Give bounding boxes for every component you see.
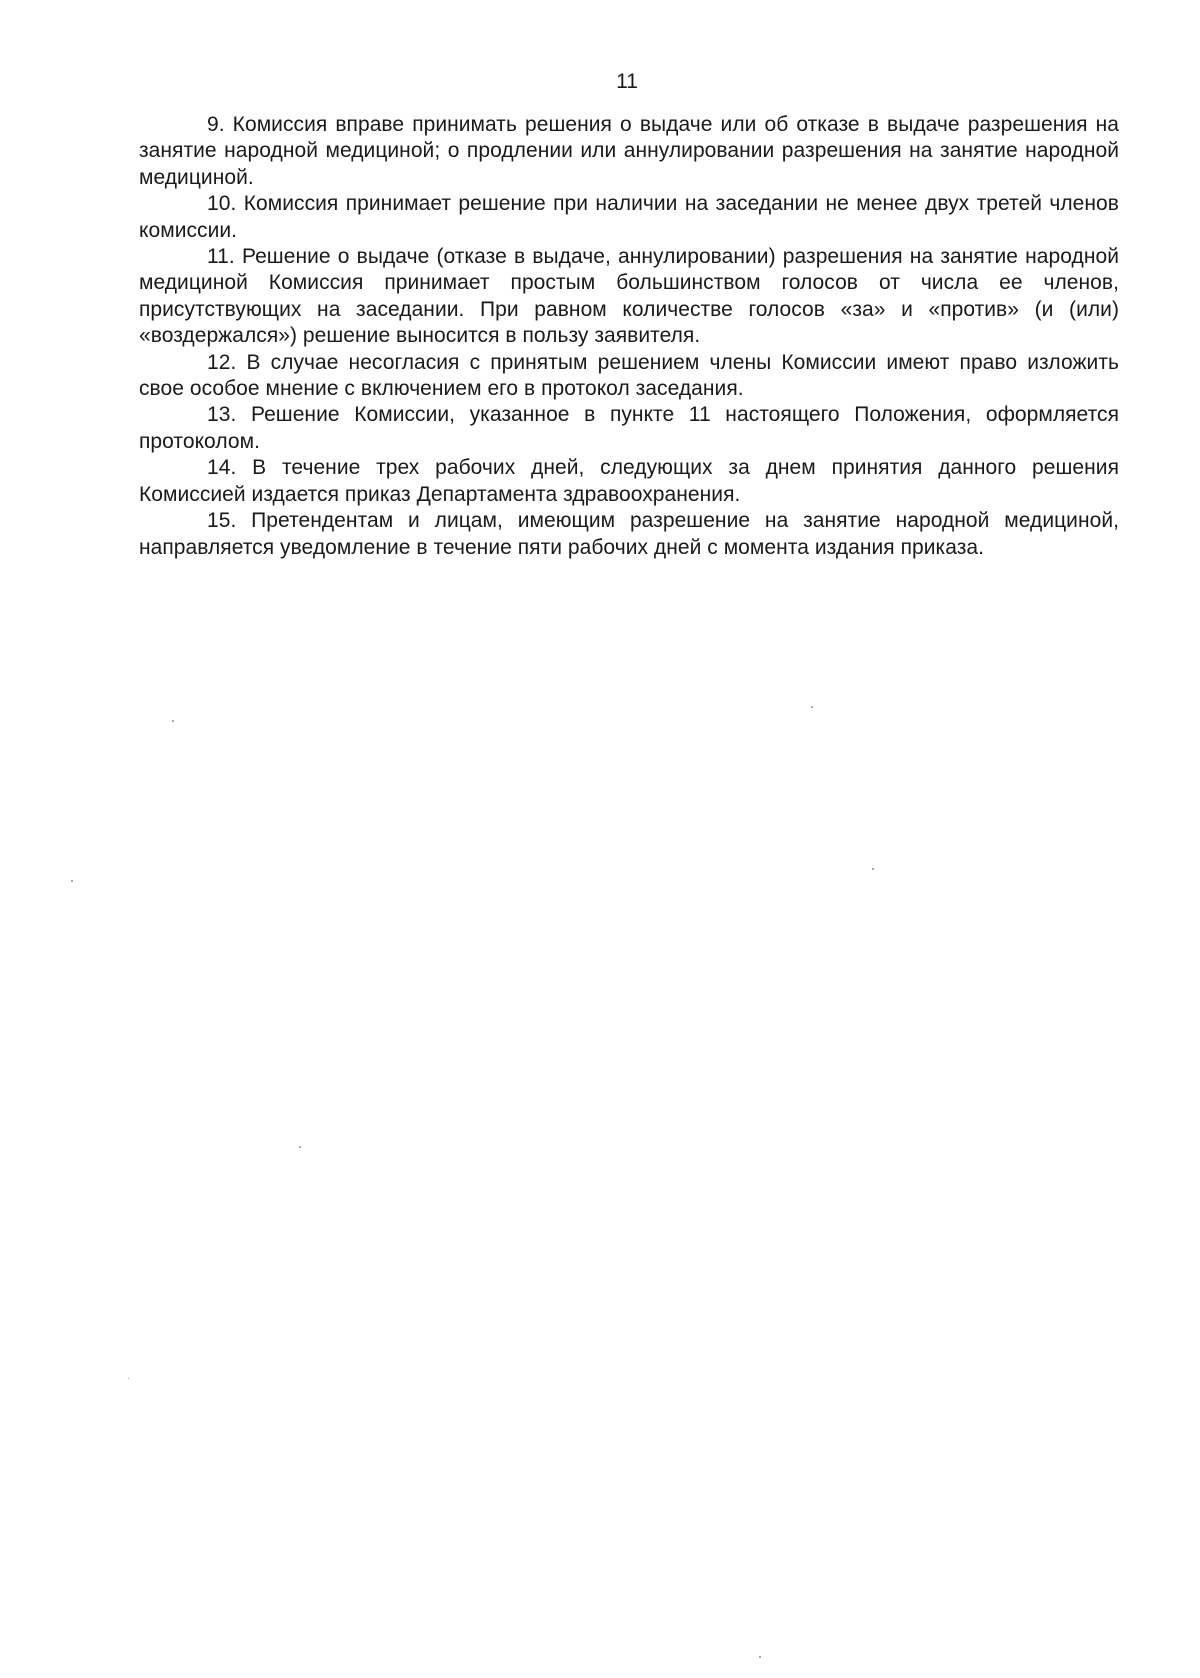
- clause-14: 14. В течение трех рабочих дней, следующих за днем принятия данного решения Комиссией издается приказ Департамента здравоохранения.: [139, 456, 1119, 506]
- scan-speck: [759, 1656, 761, 1658]
- scan-speck: [872, 868, 874, 870]
- scan-speck: [128, 1378, 129, 1379]
- scan-speck: [71, 880, 73, 882]
- scan-speck: [811, 706, 813, 708]
- clause-15: 15. Претендентам и лицам, имеющим разрешение на занятие народной медициной, направляется уведомление в течение пяти рабочих дней с момента издания приказа.: [139, 509, 1119, 559]
- document-body: [139, 112, 1119, 561]
- clause-11: 11. Решение о выдаче (отказе в выдаче, аннулировании) разрешения на занятие народной медициной Комиссия принимает простым большинством голосов от числа ее членов, присутствующих на заседании. При равном количестве голосов «за» и «против» (и (или) «воздержался») решение выносится в пользу заявителя.: [139, 245, 1119, 348]
- clause-10: 10. Комиссия принимает решение при наличии на заседании не менее двух третей членов комиссии.: [139, 192, 1119, 242]
- scan-speck: [299, 1146, 301, 1148]
- page-number: 11: [616, 70, 638, 93]
- scan-speck: [172, 720, 174, 722]
- clause-13: 13. Решение Комиссии, указанное в пункте 11 настоящего Положения, оформляется протоколом.: [139, 403, 1119, 453]
- clause-12: 12. В случае несогласия с принятым решением члены Комиссии имеют право изложить свое особое мнение с включением его в протокол заседания.: [139, 350, 1119, 401]
- clause-9: 9. Комиссия вправе принимать решения о выдаче или об отказе в выдаче разрешения на занятие народной медициной; о продлении или аннулировании разрешения на занятие народной медициной.: [139, 113, 1119, 189]
